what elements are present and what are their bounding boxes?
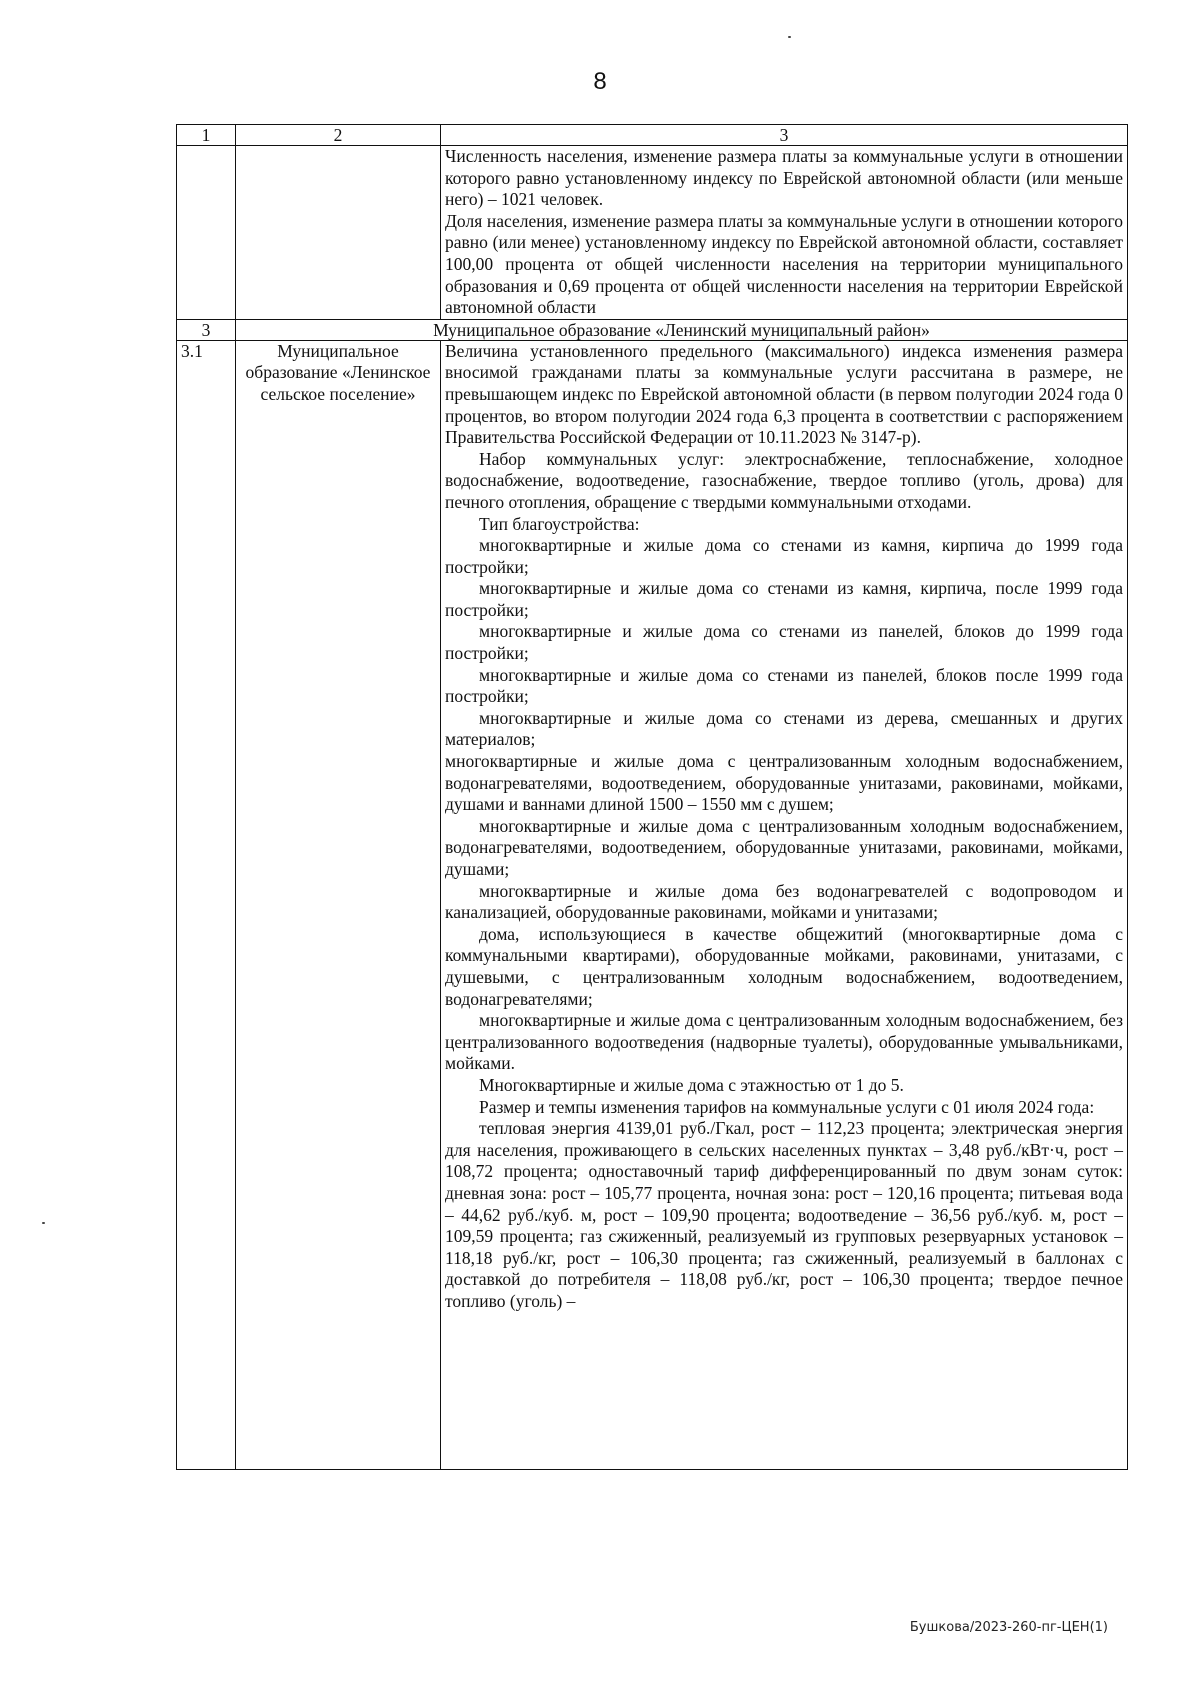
tariffs-paragraph: тепловая энергия 4139,01 руб./Гкал, рост – 112,23 процента; электрическая энергия для населения, проживающего в сельских населенных пунктах – 3,48 руб./кВт·ч, рост – 108,72 процента; одноставочный тариф дифференцированный по двум зонам суток: дневная зона: рост – 105,77 процента, ночная зона: рост – 120,16 процента; питьевая вода – 44,62 руб./куб. м, рост – 109,90 процента; водоотведение – 36,56 руб./куб. м, рост – 109,59 процента; газ сжиженный, реализуемый из групповых резервуарных установок – 118,18 руб./кг, рост – 106,30 процента; газ сжиженный, реализуемый в баллонах с доставкой до потребителя – 118,08 руб./кг, рост – 106,30 процента; твердое печное топливо (уголь) – (445, 1118, 1123, 1311)
paragraph: Размер и темпы изменения тарифов на коммунальные услуги с 01 июля 2024 года: (479, 1096, 1095, 1117)
list-item: многоквартирные и жилые дома со стенами из камня, кирпича, после 1999 года постройки; (445, 578, 1123, 620)
list-item: многоквартирные и жилые дома со стенами из камня, кирпича до 1999 года постройки; (445, 535, 1123, 577)
section-row (177, 319, 1128, 340)
document-table (176, 124, 1128, 1470)
list-item: многоквартирные и жилые дома со стенами из панелей, блоков до 1999 года постройки; (445, 621, 1123, 664)
paragraph: Величина установленного предельного (максимального) индекса изменения размера вносимой гражданами платы за коммунальные услуги рассчитана в размере, не превышающем индекс по Еврейской автономной области (в первом полугодии 2024 года 0 процентов, во втором полугодии 2024 года 6,3 процента в соответствии с распоряжением Правительства Российской Федерации от 10.11.2023 № 3147-р). (445, 340, 1123, 448)
paragraph: Тип благоустройства: (479, 513, 640, 534)
table-row-continuation (177, 146, 1128, 320)
page-number: 8 (593, 68, 607, 95)
document-code-footer: Бушкова/2023-260-пг-ЦЕН(1) (909, 1620, 1108, 1635)
paragraph: Доля населения, изменение размера платы за коммунальные услуги в отношении которого равно (или менее) установленному индексу по Еврейской автономной области, составляет 100,00 процента от общей численности населения на территории муниципального образования и 0,69 процента от общей численности населения на территории Еврейской автономной области (445, 210, 1123, 318)
column-header-1: 1 (177, 125, 236, 146)
scan-speck (788, 36, 791, 38)
paragraph: Численность населения, изменение размера платы за коммунальные услуги в отношении которого равно установленному индексу по Еврейской автономной области (или меньше него) – 1021 человек. (445, 146, 1123, 210)
list-item: многоквартирные и жилые дома со стенами из дерева, смешанных и других материалов; (445, 707, 1123, 750)
list-item: многоквартирные и жилые дома с централизованным холодным водоснабжением, без централизованного водоотведения (надворные туалеты), оборудованные умывальниками, мойками. (445, 1010, 1123, 1074)
row-name-cell (236, 146, 441, 320)
paragraph: Набор коммунальных услуг: электроснабжение, теплоснабжение, холодное водоснабжение, водоотведение, газоснабжение, твердое топливо (уголь, дрова) для печного отопления, обращение с твердыми коммунальными отходами. (445, 448, 1123, 512)
section-title: Муниципальное образование «Ленинский муниципальный район» (236, 319, 1128, 340)
municipality-name: Муниципальное образование «Ленинское сельское поселение» (236, 340, 441, 1469)
list-item: дома, использующиеся в качестве общежитий (многоквартирные дома с коммунальными квартирами), оборудованные мойками, раковинами, унитазами, с душевыми, с централизованным холодным водоснабжением, водоотведением, водонагревателями; (445, 923, 1123, 1009)
scan-speck (42, 1222, 45, 1224)
row-content-cell (441, 340, 1128, 1469)
row-content-cell (441, 146, 1128, 320)
section-number: 3 (177, 319, 236, 340)
row-number: 3.1 (177, 340, 236, 1469)
row-number-cell (177, 146, 236, 320)
list-item: многоквартирные и жилые дома со стенами из панелей, блоков после 1999 года постройки; (445, 664, 1123, 707)
table-header-row (177, 125, 1128, 146)
paragraph: Многоквартирные и жилые дома с этажностью от 1 до 5. (479, 1074, 904, 1095)
list-item: многоквартирные и жилые дома с централизованным холодным водоснабжением, водонагревателями, водоотведением, оборудованные унитазами, раковинами, мойками, душами; (445, 815, 1123, 879)
column-header-2: 2 (236, 125, 441, 146)
list-item: многоквартирные и жилые дома без водонагревателей с водопроводом и канализацией, оборудованные раковинами, мойками и унитазами; (445, 880, 1123, 923)
column-header-3: 3 (441, 125, 1128, 146)
table-row (177, 340, 1128, 1469)
list-item: многоквартирные и жилые дома с централизованным холодным водоснабжением, водонагревателями, водоотведением, оборудованные унитазами, раковинами, мойками, душами и ваннами длиной 1500 – 1550 мм с душем; (445, 751, 1123, 815)
